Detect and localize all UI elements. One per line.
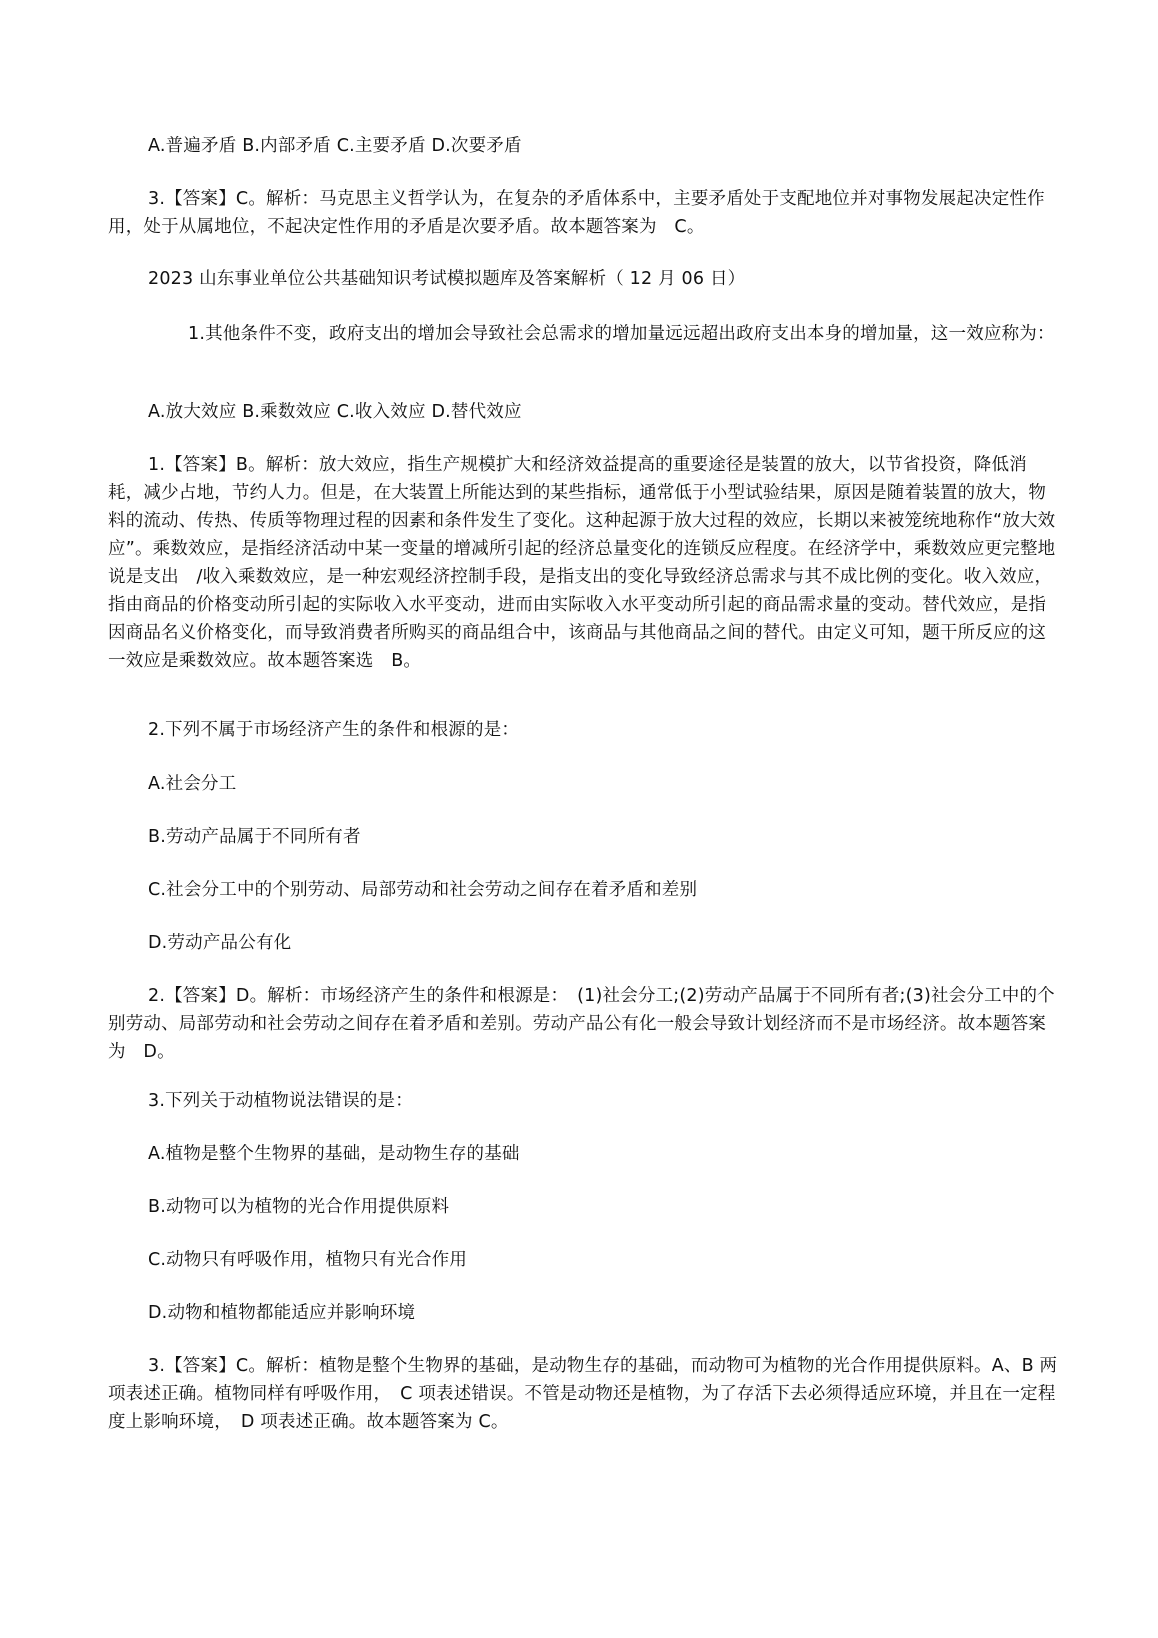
question-3-option-b: B.动物可以为植物的光合作用提供原料 <box>148 1197 450 1217</box>
question-2-option-a: A.社会分工 <box>148 774 237 794</box>
question-3: 3.下列关于动植物说法错误的是： <box>148 1091 413 1111</box>
answer-2: 2.【答案】D。解析：市场经济产生的条件和根源是： (1)社会分工;(2)劳动产品属于不同所有者;(3)社会分工中的个别劳动、局部劳动和社会劳动之间存在着矛盾和差别。劳动产品公有化一般会导致计划经济而不是市场经济。故本题答案为 D。 <box>108 986 1055 1062</box>
answer-3: 3.【答案】C。解析：植物是整个生物界的基础，是动物生存的基础，而动物可为植物的光合作用提供原料。A、B 两项表述正确。植物同样有呼吸作用， C 项表述错误。不管是动物还是植物，为了存活下去必须得适应环境，并且在一定程度上影响环境， D 项表述正确。故本题答案为 C。 <box>108 1356 1058 1432</box>
question-1-options: A.放大效应 B.乘数效应 C.收入效应 D.替代效应 <box>148 402 522 422</box>
question-2: 2.下列不属于市场经济产生的条件和根源的是： <box>148 720 520 740</box>
question-3-option-a: A.植物是整个生物界的基础，是动物生存的基础 <box>148 1144 520 1164</box>
question-3-option-c: C.动物只有呼吸作用，植物只有光合作用 <box>148 1250 468 1270</box>
question-1: 1.其他条件不变，政府支出的增加会导致社会总需求的增加量远远超出政府支出本身的增加量，这一效应称为： <box>188 324 1055 344</box>
answer-1: 1.【答案】B。解析：放大效应，指生产规模扩大和经济效益提高的重要途径是装置的放大，以节省投资，降低消耗，减少占地，节约人力。但是，在大装置上所能达到的某些指标，通常低于小型试验结果，原因是随着装置的放大，物料的流动、传热、传质等物理过程的因素和条件发生了变化。这种起源于放大过程的效应，长期以来被笼统地称作“放大效应”。乘数效应，是指经济活动中某一变量的增减所引起的经济总量变化的连锁反应程度。在经济学中，乘数效应更完整地说是支出 /收入乘数效应，是一种宏观经济控制手段，是指支出的变化导致经济总需求与其不成比例的变化。收入效应，指由商品的价格变动所引起的实际收入水平变动，进而由实际收入水平变动所引起的商品需求量的变动。替代效应，是指因商品名义价格变化，而导致消费者所购买的商品组合中，该商品与其他商品之间的替代。由定义可知，题干所反应的这一效应是乘数效应。故本题答案选 B。 <box>108 455 1056 671</box>
section-title: 2023 山东事业单位公共基础知识考试模拟题库及答案解析（ 12 月 06 日） <box>148 269 746 289</box>
question-2-option-b: B.劳动产品属于不同所有者 <box>148 827 361 847</box>
question-3-option-d: D.动物和植物都能适应并影响环境 <box>148 1303 416 1323</box>
answer-paragraph-previous-3: 3.【答案】C。解析：马克思主义哲学认为，在复杂的矛盾体系中，主要矛盾处于支配地位并对事物发展起决定性作用，处于从属地位，不起决定性作用的矛盾是次要矛盾。故本题答案为 C。 <box>108 189 1045 237</box>
question-2-option-d: D.劳动产品公有化 <box>148 933 292 953</box>
question-2-option-c: C.社会分工中的个别劳动、局部劳动和社会劳动之间存在着矛盾和差别 <box>148 880 698 900</box>
question-options-previous: A.普遍矛盾 B.内部矛盾 C.主要矛盾 D.次要矛盾 <box>148 136 522 156</box>
